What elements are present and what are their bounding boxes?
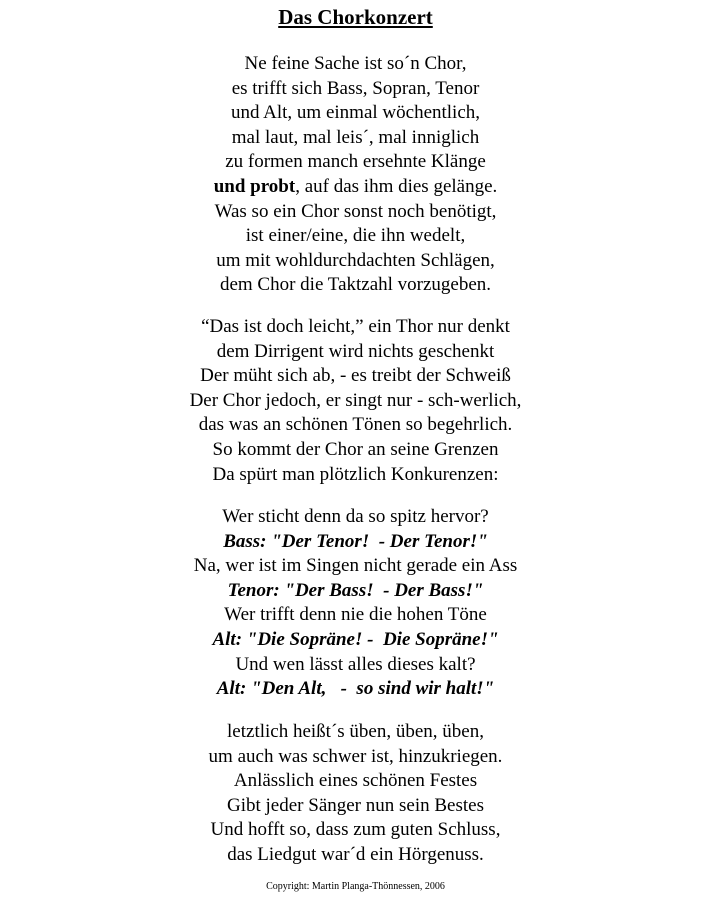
poem-line: [0, 175, 711, 200]
poem-line: das was an schönen Tönen so begehrlich.: [198, 414, 513, 436]
poem-line: dem Dirrigent wird nichts geschenkt: [216, 340, 495, 362]
poem-line: Wer trifft denn nie die hohen Töne: [224, 604, 487, 626]
poem-line: “Das ist doch leicht,” ein Thor nur denkt: [201, 316, 510, 337]
poem-line: ist einer/eine, die ihn wedelt,: [245, 225, 466, 247]
poem-line: Und hofft so, dass zum guten Schluss,: [210, 819, 501, 841]
poem-line: mal laut, mal leis´, mal inniglich: [231, 126, 480, 148]
stanza-2: [0, 315, 711, 487]
poem-line: Was so ein Chor sonst noch benötigt,: [214, 200, 497, 222]
copyright-notice: Copyright: Martin Planga-Thönnessen, 2006: [266, 881, 445, 892]
poem-line: es trifft sich Bass, Sopran, Tenor: [231, 77, 480, 99]
poem-line: dem Chor die Taktzahl vorzugeben.: [219, 274, 492, 296]
voice-line-alt: Alt: "Den Alt, - so sind wir halt!": [216, 678, 495, 700]
poem-line: Der müht sich ab, - es treibt der Schweiß: [200, 365, 511, 387]
stanza-1: [0, 52, 711, 298]
poem-line: Gibt jeder Sänger nun sein Bestes: [227, 794, 484, 816]
voice-line-bass: Bass: "Der Tenor! - Der Tenor!": [223, 530, 488, 552]
poem-line: um mit wohldurchdachten Schlägen,: [216, 249, 495, 271]
poem-line: Und wen lässt alles dieses kalt?: [235, 653, 476, 675]
poem-line: um auch was schwer ist, hinzukriegen.: [208, 745, 503, 767]
line-rest: , auf das ihm dies gelänge.: [295, 175, 498, 197]
poem-line: Wer sticht denn da so spitz hervor?: [222, 506, 489, 527]
poem-line: Anlässlich eines schönen Festes: [233, 770, 478, 792]
voice-line-tenor: Tenor: "Der Bass! - Der Bass!": [227, 579, 484, 601]
poem-title: Das Chorkonzert: [278, 5, 433, 29]
poem-line: Da spürt man plötzlich Konkurenzen:: [212, 463, 499, 485]
poem-line: und Alt, um einmal wöchentlich,: [230, 102, 481, 124]
poem-line: Na, wer ist im Singen nicht gerade ein Ass: [193, 555, 518, 577]
poem-line: das Liedgut war´d ein Hörgenuss.: [227, 843, 484, 865]
poem-line: zu formen manch ersehnte Klänge: [225, 151, 486, 173]
poem-line: Ne feine Sache ist so´n Chor,: [244, 53, 467, 74]
poem-line: So kommt der Chor an seine Grenzen: [212, 438, 499, 460]
voice-line-alt: Alt: "Die Sopräne! - Die Sopräne!": [212, 628, 499, 650]
bold-phrase: und probt: [213, 175, 296, 197]
stanza-4: [0, 720, 711, 868]
poem-line: letztlich heißt´s üben, üben, üben,: [227, 721, 484, 742]
poem-line: Der Chor jedoch, er singt nur - sch-werlich,: [189, 389, 522, 411]
stanza-3: [0, 505, 711, 702]
